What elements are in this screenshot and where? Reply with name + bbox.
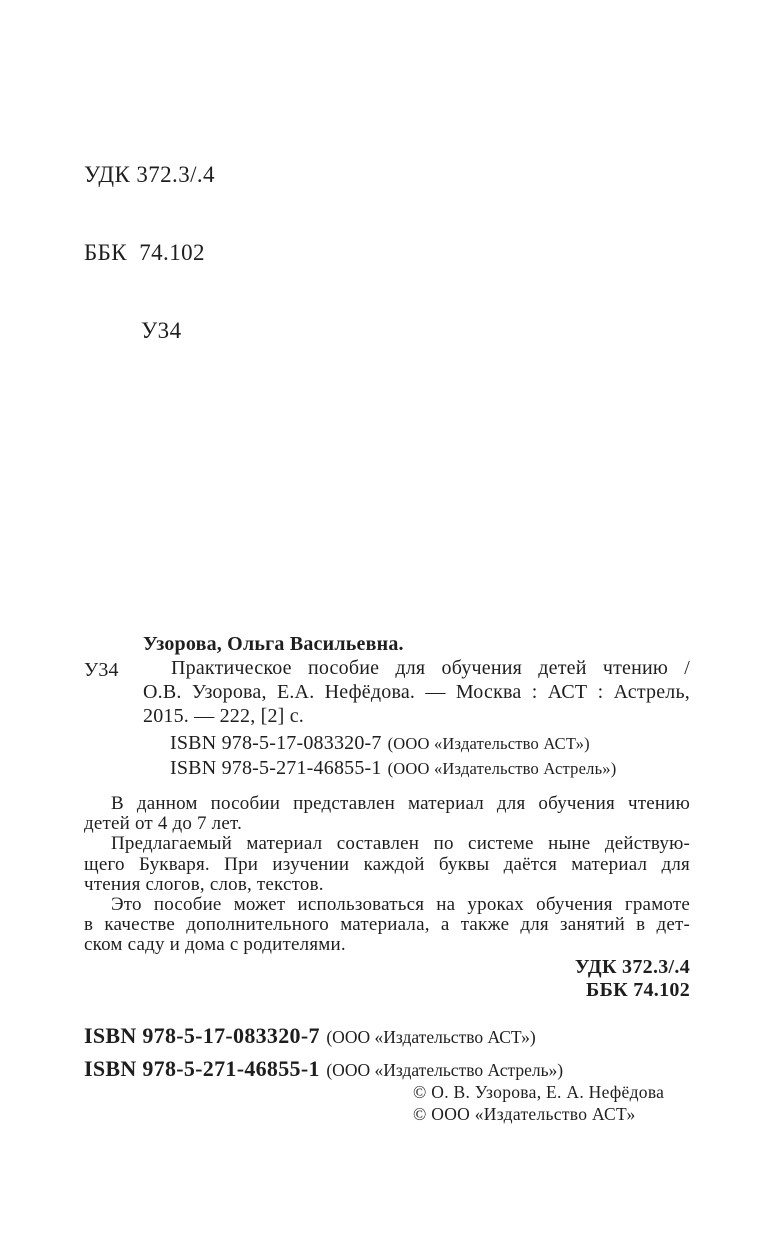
author-heading: Узорова, Ольга Васильевна. (143, 633, 404, 655)
top-classification-codes (84, 110, 215, 396)
author-sign-margin: У34 (84, 659, 119, 681)
publisher-label: (ООО «Издательство АСТ») (387, 734, 590, 753)
annotation-paragraph (84, 834, 690, 895)
publisher-label: (ООО «Издательство АСТ») (326, 1027, 536, 1047)
annotation-line: Это пособие может использоваться на уроках обучения грамоте (111, 894, 690, 916)
annotation-line: в качестве дополнительного материала, а также для занятий в дет- (84, 914, 690, 936)
annotation-line: детей от 4 до 7 лет. (84, 813, 243, 835)
annotation-paragraph (84, 895, 690, 956)
isbn-number: ISBN 978-5-271-46855-1 (84, 1056, 320, 1081)
annotation-line: щего Букваря. При изучении каждой буквы даётся материал для (84, 853, 690, 875)
annotation-line: чтения слогов, слов, текстов. (84, 873, 324, 895)
annotation-line: ском саду и дома с родителями. (84, 934, 346, 956)
isbn-line (84, 1021, 563, 1054)
copyright-block (413, 1082, 664, 1125)
annotation-line: Предлагаемый материал составлен по системе ныне действую- (111, 833, 690, 855)
publisher-label: (ООО «Издательство Астрель») (326, 1060, 564, 1080)
bbk-code: ББК 74.102 (84, 240, 205, 265)
isbn-number: ISBN 978-5-17-083320-7 (170, 732, 382, 754)
isbn-number: ISBN 978-5-271-46855-1 (170, 757, 382, 779)
annotation-line: В данном пособии представлен материал для обучения чтению (111, 793, 690, 814)
udk-code: УДК 372.3/.4 (84, 162, 215, 187)
isbn-line (170, 756, 690, 781)
bbk-code-right: ББК 74.102 (586, 979, 690, 1001)
copyright-line: © ООО «Издательство АСТ» (413, 1103, 636, 1124)
bibliographic-description-line: О.В. Узорова, Е.А. Нефёдова. — Москва : АСТ : Астрель, (143, 681, 690, 703)
catalog-card (84, 632, 690, 781)
classification-codes-right (575, 956, 690, 1002)
annotation-paragraph (84, 794, 690, 834)
isbn-bottom-block (84, 1021, 563, 1087)
udk-code-right: УДК 372.3/.4 (574, 956, 690, 978)
author-sign: У34 (141, 318, 182, 343)
isbn-number: ISBN 978-5-17-083320-7 (84, 1023, 320, 1048)
bibliographic-description-line: 2015. — 222, [2] с. (143, 705, 304, 727)
bibliographic-description-line: Практическое пособие для обучения детей чтению / (171, 657, 690, 679)
annotation (84, 794, 690, 956)
isbn-line (170, 731, 690, 756)
copyright-line: © О. В. Узорова, Е. А. Нефёдова (413, 1082, 665, 1102)
card-isbn-group (143, 731, 690, 781)
publisher-label: (ООО «Издательство Астрель») (387, 759, 617, 778)
